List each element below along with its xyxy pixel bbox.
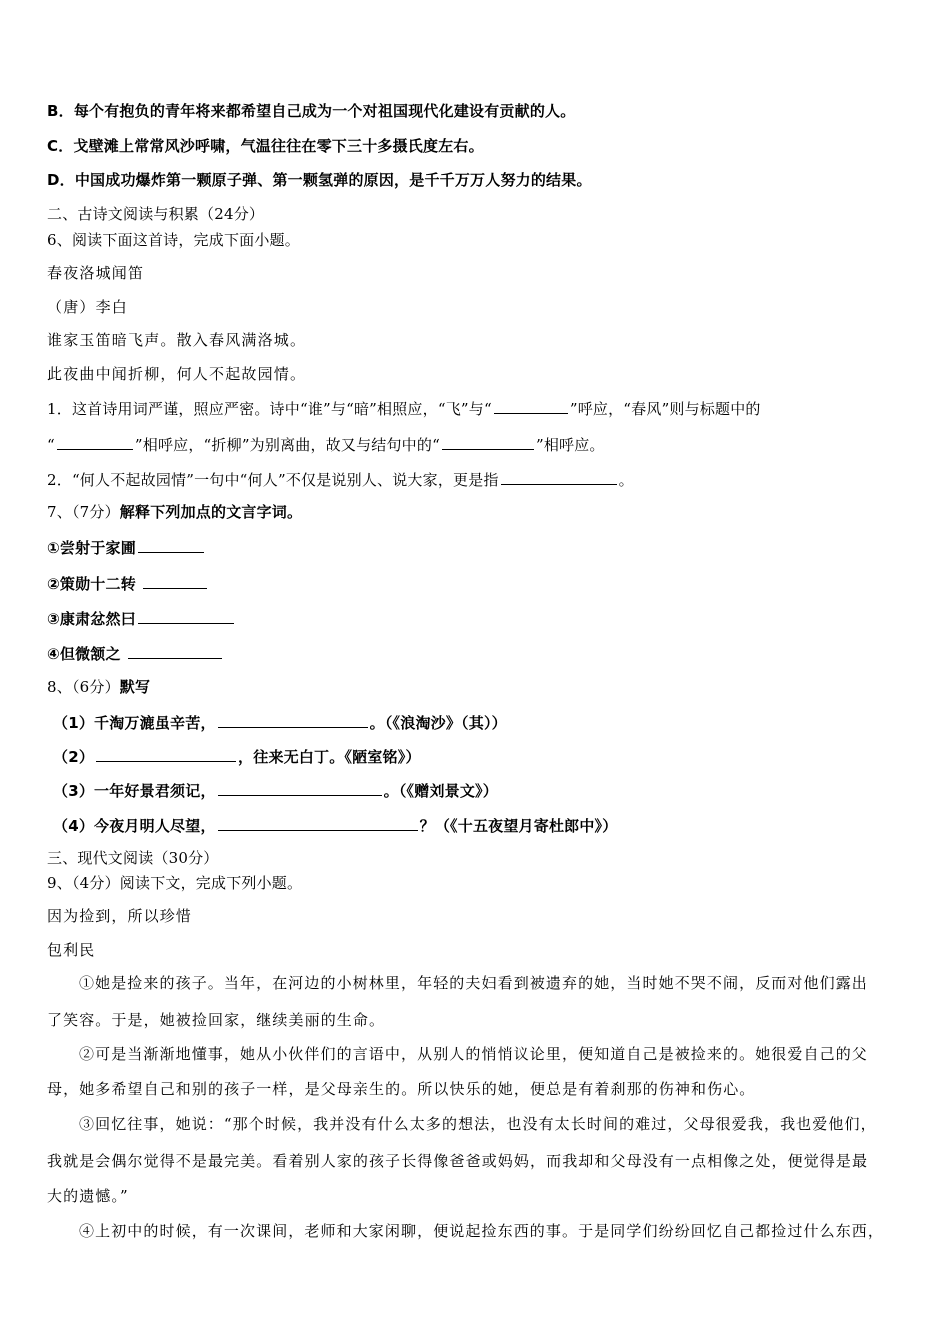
- answer-blank[interactable]: [143, 572, 207, 589]
- q6-sub2-text-a: 2．“何人不起故园情”一句中“何人”不仅是说别人、说大家，更是指: [47, 471, 499, 489]
- q9-intro: 9、（4分）阅读下文，完成下列小题。: [47, 874, 303, 892]
- q7-item-2-text: ②策勋十二转: [47, 575, 136, 593]
- answer-blank[interactable]: [128, 642, 222, 659]
- article-line: 大的遗憾。”: [47, 1187, 129, 1205]
- q6-sub1-text-d: ”相呼应，“折柳”为别离曲，故又与结句中的“: [134, 436, 440, 454]
- q8-line-2-b: ，往来无白丁。《陋室铭》）: [238, 748, 421, 766]
- q8-line-1-b: 。（《浪淘沙》（其））: [369, 714, 507, 732]
- q8-line-2: [53, 745, 421, 767]
- q8-line-2-a: （2）: [53, 748, 95, 766]
- article-line: ④上初中的时候，有一次课间，老师和大家闲聊，便说起捡东西的事。于是同学们纷纷回忆自己都捡过什么东西，: [79, 1222, 885, 1240]
- q6-intro: 6、阅读下面这首诗，完成下面小题。: [47, 231, 300, 249]
- q5-option-d: D．中国成功爆炸第一颗原子弹、第一颗氢弹的原因，是千千万万人努力的结果。: [47, 171, 592, 189]
- answer-blank[interactable]: [218, 779, 382, 796]
- q8-line-4: [53, 814, 617, 836]
- answer-blank[interactable]: [96, 745, 236, 762]
- q7-item-1-text: ①尝射于家圃: [47, 539, 136, 557]
- q6-sub2-text-b: 。: [618, 471, 634, 489]
- q6-sub1-text-c: “: [47, 436, 55, 454]
- poem-title: 春夜洛城闻笛: [47, 264, 145, 282]
- q8-line-4-b: ？（《十五夜望月寄杜郎中》）: [419, 817, 618, 835]
- article-line: 了笑容。于是，她被捡回家，继续美丽的生命。: [47, 1011, 386, 1029]
- q8-prompt: 默写: [119, 678, 151, 696]
- q7-prefix: 7、（7分）: [47, 503, 120, 521]
- answer-blank[interactable]: [494, 397, 568, 414]
- q7-item-3: [47, 607, 236, 629]
- article-line: 母，她多希望自己和别的孩子一样，是父母亲生的。所以快乐的她，便总是有着刹那的伤神和伤心。: [47, 1080, 756, 1098]
- q8-line-3-b: 。（《赠刘景文》）: [383, 782, 498, 800]
- q5-option-b: B．每个有抱负的青年将来都希望自己成为一个对祖国现代化建设有贡献的人。: [47, 102, 576, 120]
- poem-line-1: 谁家玉笛暗飞声。散入春风满洛城。: [47, 331, 307, 349]
- answer-blank[interactable]: [138, 607, 234, 624]
- article-line: ②可是当渐渐地懂事，她从小伙伴们的言语中，从别人的悄悄议论里，便知道自己是被捡来的。她很爱自己的父: [79, 1045, 868, 1063]
- answer-blank[interactable]: [218, 814, 418, 831]
- q8-line-1-a: （1）千淘万漉虽辛苦，: [53, 714, 216, 732]
- article-line: ③回忆往事，她说：“那个时候，我并没有什么太多的想法，也没有太长时间的难过，父母很爱我，我也爱他们，: [79, 1115, 877, 1133]
- q7-item-2: [47, 572, 209, 594]
- q7-item-1: [47, 536, 206, 558]
- q6-sub1-text-a: 1．这首诗用词严谨，照应严密。诗中“谁”与“暗”相照应，“飞”与“: [47, 400, 492, 418]
- q7-item-3-text: ③康肃忿然曰: [47, 610, 136, 628]
- q6-sub1-line2: [47, 433, 605, 455]
- answer-blank[interactable]: [218, 711, 368, 728]
- q8-line-4-a: （4）今夜月明人尽望，: [53, 817, 216, 835]
- answer-blank[interactable]: [138, 536, 204, 553]
- q8-line-3: [53, 779, 498, 801]
- q7-prompt: 解释下列加点的文言字词。: [119, 503, 303, 521]
- q8-heading: [47, 677, 150, 697]
- article-author: 包利民: [47, 941, 96, 959]
- answer-blank[interactable]: [57, 433, 133, 450]
- answer-blank[interactable]: [442, 433, 534, 450]
- q7-heading: [47, 502, 302, 522]
- q8-line-1: [53, 711, 507, 733]
- article-line: ①她是捡来的孩子。当年，在河边的小树林里，年轻的夫妇看到被遗弃的她，当时她不哭不闹，反而对他们露出: [79, 974, 868, 992]
- article-line: 我就是会偶尔觉得不是最完美。看着别人家的孩子长得像爸爸或妈妈，而我却和父母没有一点相像之处，便觉得是最: [47, 1152, 869, 1170]
- q8-prefix: 8、（6分）: [47, 678, 120, 696]
- q8-line-3-a: （3）一年好景君须记，: [53, 782, 216, 800]
- q6-sub1-line1: [47, 397, 761, 419]
- q7-item-4-text: ④但微颔之: [47, 645, 121, 663]
- q5-option-c: C．戈壁滩上常常风沙呼啸，气温往往在零下三十多摄氏度左右。: [47, 137, 484, 155]
- poem-author: （唐）李白: [47, 298, 129, 316]
- q6-sub2: [47, 468, 634, 490]
- q6-sub1-text-b: ”呼应，“春风”则与标题中的: [569, 400, 761, 418]
- section3-heading: 三、现代文阅读（30分）: [47, 849, 219, 867]
- q7-item-4: [47, 642, 224, 664]
- poem-line-2: 此夜曲中闻折柳，何人不起故园情。: [47, 365, 307, 383]
- q6-sub1-text-e: ”相呼应。: [535, 436, 605, 454]
- article-title: 因为捡到，所以珍惜: [47, 907, 192, 925]
- answer-blank[interactable]: [501, 468, 617, 485]
- section2-heading: 二、古诗文阅读与积累（24分）: [47, 205, 265, 223]
